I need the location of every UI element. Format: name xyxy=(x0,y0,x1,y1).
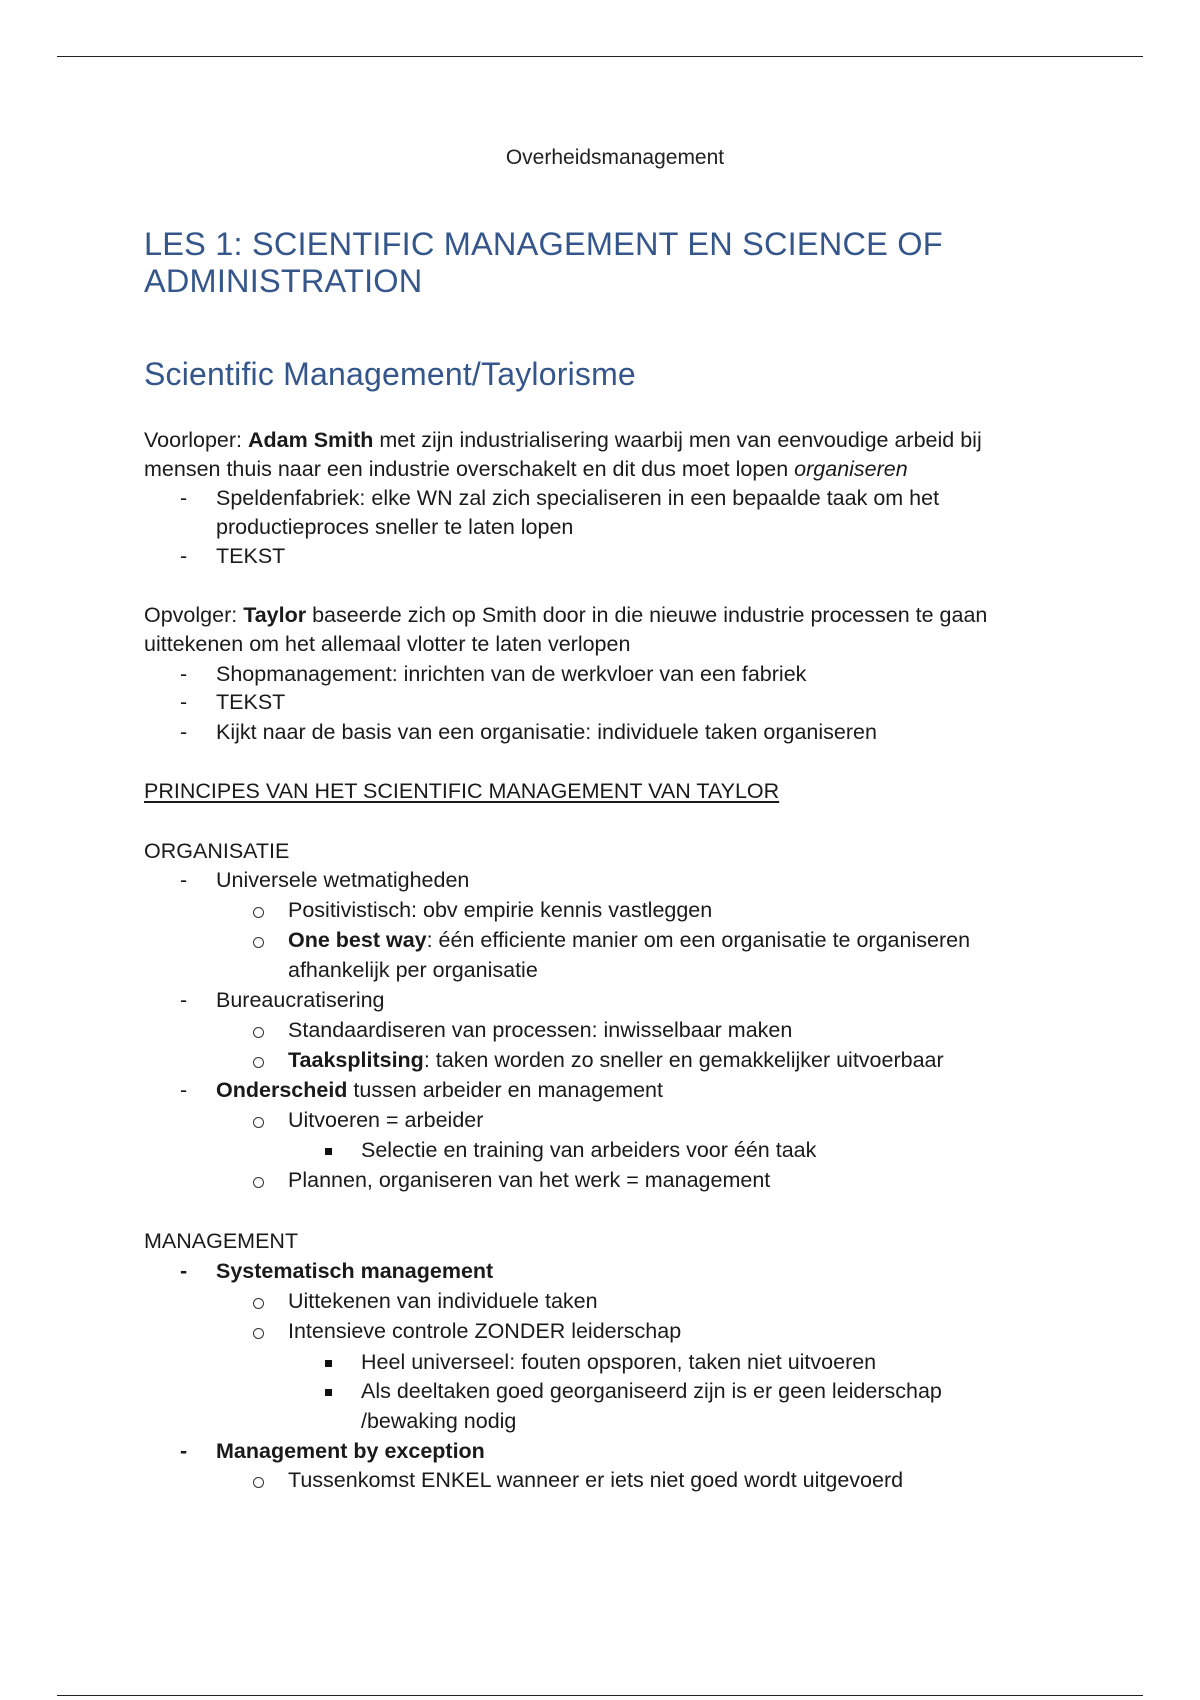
opvolger-name: Taylor xyxy=(243,603,307,627)
opvolger-line-2: uittekenen om het allemaal vlotter te laten verlopen xyxy=(144,632,631,656)
list-item: One best way: één efficiente manier om een organisatie te organiseren xyxy=(288,928,971,952)
dash-marker: - xyxy=(180,1078,188,1102)
list-item: Intensieve controle ZONDER leiderschap xyxy=(288,1319,682,1343)
list-item: Onderscheid tussen arbeider en management xyxy=(216,1078,663,1102)
dash-marker: - xyxy=(180,1439,188,1463)
dash-marker: - xyxy=(180,690,188,714)
list-item: Speldenfabriek: elke WN zal zich specialiseren in een bepaalde taak om het xyxy=(216,486,940,510)
list-item-continuation: productieproces sneller te laten lopen xyxy=(216,515,574,539)
list-item: Systematisch management xyxy=(216,1259,494,1283)
list-item-continuation: /bewaking nodig xyxy=(361,1409,517,1433)
list-item: Tussenkomst ENKEL wanneer er iets niet goed wordt uitgevoerd xyxy=(288,1468,904,1492)
voorloper-line-1: Voorloper: Adam Smith met zijn industrialisering waarbij men van eenvoudige arbeid bij xyxy=(144,428,982,452)
lesson-heading: LES 1: SCIENTIFIC MANAGEMENT EN SCIENCE OF ADMINISTRATION xyxy=(144,226,943,299)
section-heading: Scientific Management/Taylorisme xyxy=(144,356,636,392)
top-rule xyxy=(57,56,1143,57)
dash-marker: - xyxy=(180,544,188,568)
dash-marker: - xyxy=(180,868,188,892)
document-header: Overheidsmanagement xyxy=(505,146,725,169)
list-item: Universele wetmatigheden xyxy=(216,868,470,892)
dash-marker: - xyxy=(180,720,188,744)
list-item: Als deeltaken goed georganiseerd zijn is er geen leiderschap xyxy=(361,1379,942,1403)
dash-marker: - xyxy=(180,662,188,686)
opvolger-line-1: Opvolger: Taylor baseerde zich op Smith door in die nieuwe industrie processen te gaan xyxy=(144,603,988,627)
list-item: Bureaucratisering xyxy=(216,988,385,1012)
list-item: Plannen, organiseren van het werk = management xyxy=(288,1168,771,1192)
organisatie-title: ORGANISATIE xyxy=(144,839,290,863)
list-item: Standaardiseren van processen: inwisselbaar maken xyxy=(288,1018,793,1042)
principes-title: PRINCIPES VAN HET SCIENTIFIC MANAGEMENT VAN TAYLOR xyxy=(144,779,780,803)
list-item: TEKST xyxy=(216,690,286,714)
list-item: Kijkt naar de basis van een organisatie: individuele taken organiseren xyxy=(216,720,877,744)
list-item: Management by exception xyxy=(216,1439,485,1463)
list-item: Uitvoeren = arbeider xyxy=(288,1108,484,1132)
list-item: Selectie en training van arbeiders voor één taak xyxy=(361,1138,817,1162)
dash-marker: - xyxy=(180,1259,188,1283)
dash-marker: - xyxy=(180,486,188,510)
bottom-rule xyxy=(57,1695,1143,1696)
list-item: Positivistisch: obv empirie kennis vastleggen xyxy=(288,898,713,922)
voorloper-name: Adam Smith xyxy=(247,428,374,452)
list-item: Uittekenen van individuele taken xyxy=(288,1289,598,1313)
voorloper-line-2: mensen thuis naar een industrie overschakelt en dit dus moet lopen organiseren xyxy=(144,457,908,481)
list-item-continuation: afhankelijk per organisatie xyxy=(288,958,538,982)
list-item: Heel universeel: fouten opsporen, taken niet uitvoeren xyxy=(361,1350,877,1374)
list-item: Shopmanagement: inrichten van de werkvloer van een fabriek xyxy=(216,662,807,686)
list-item: TEKST xyxy=(216,544,286,568)
management-title: MANAGEMENT xyxy=(144,1229,299,1253)
dash-marker: - xyxy=(180,988,188,1012)
list-item: Taaksplitsing: taken worden zo sneller en gemakkelijker uitvoerbaar xyxy=(288,1048,944,1072)
